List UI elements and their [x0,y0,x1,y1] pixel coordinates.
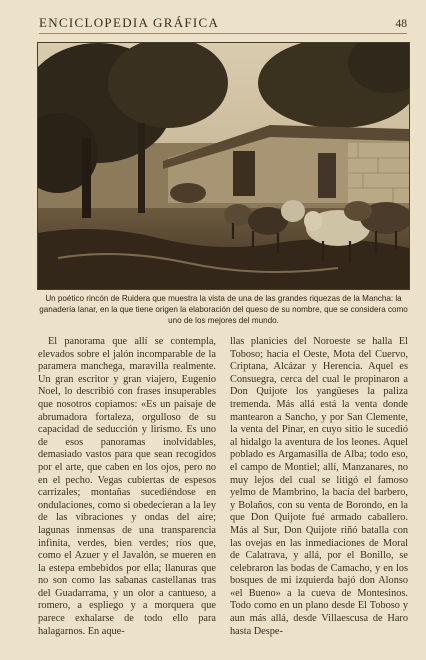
photo-caption: Un poético rincón de Ruidera que muestra la vista de una de las grandes riquezas de la Mancha: la ganadería lanar, en la que tiene origen la elaboración del queso de su nombre, que se considera como uno de los mejores del mundo. [39,294,408,325]
publication-title: ENCICLOPEDIA GRÁFICA [39,15,220,30]
body-text-right-column: llas planicies del Noroeste se halla El Toboso; hacia el Oeste, Mota del Cuervo, Criptana, Alcázar y Herencia. Aquel es Consuegra, cerca del cual le propinaron a Don Quijote los yangüeses la paliza tremenda. Más allá está la venta donde mantearon a Sancho, y por San Clemente, la venta del Pinar, en cuyo sitio le sucedió al hidalgo la aventura de los leones. Aquel poblado es Argamasilla de Alba; todo eso, el campo de Montiel; allí, Manzanares, no muy lejos del cual se litigó el famoso yelmo de Mambrino, la bacía del barbero, y Bolaños, con su venta de Borondo, en la que Don Quijote fué armado caballero. Más al Sur, Don Quijote riñó batalla con las ovejas en las inmediaciones de Moral de Calatrava, y allá, por el Bonillo, se celebraron las bodas de Camacho, y en los bosques de mi izquierda bajó don Alonso «el Bueno» a la cueva de Montesinos. Todo como en un plano desde El Toboso y aun más allá, desde Villaescusa de Haro hasta Despe- [230,336,408,637]
running-header [39,15,407,34]
body-text-left-column: El panorama que allí se contempla, elevados sobre el jalón incomparable de la paramera manchega, maravilla realmente. Un gran escritor y gran viajero, Eugenio Noel, lo describió con frases insuperables que nosotros copiamos: «Es un paisaje de abrumadora fortaleza, orgulloso de su capacidad de seducción y lirismo. Es uno de esos panoramas inolvidables, demasiado vastos para que sean recogidos por el arte, que caben en los ojos, pero no en el pecho. Vegas cubiertas de espesos carrizales; montañas sucediéndose en ondulaciones, como si obedecieran a la ley de las vibraciones y ondas del aire; lagunas inmensas de una transparencia infinita, verdes, bien verdes; ríos que, como el Azuer y el Javalón, se mueren en la estepa embebidos por ella; llanuras que no son como las sabanas castellanas tras del Guadarrama, y un olor a cantueso, a romero, a espliego y a morquera que parece exhalarse de todo ello para halagarnos. En aque- [38,336,216,637]
page-number: 48 [395,18,407,30]
sheep-photograph [37,42,410,290]
